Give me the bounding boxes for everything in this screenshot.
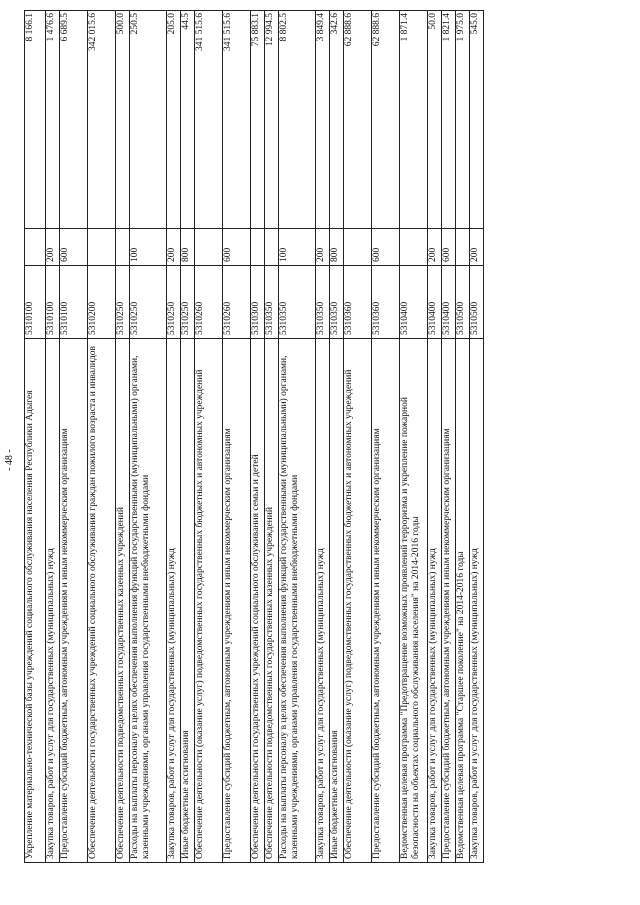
table-row — [181, 11, 195, 863]
row-expense-type: 200 — [316, 229, 330, 266]
table-row — [195, 11, 223, 863]
table-row — [25, 11, 46, 863]
table-row — [223, 11, 251, 863]
row-description: Закупка товаров, работ и услуг для государственных (муниципальных) нужд — [46, 339, 60, 863]
table-row — [116, 11, 130, 863]
table-row — [442, 11, 456, 863]
row-description: Обеспечение деятельности (оказание услуг) подведомственных государственных бюджетных и автономных учреждений — [344, 339, 372, 863]
row-target-code: 5310350 — [330, 266, 344, 339]
table-row — [372, 11, 400, 863]
row-description: Закупка товаров, работ и услуг для государственных (муниципальных) нужд — [167, 339, 181, 863]
row-description: Предоставление субсидий бюджетным, автономным учреждениям и иным некоммерческим организациям — [223, 339, 251, 863]
row-description: Обеспечение деятельности подведомственных государственных казенных учреждений — [116, 339, 130, 863]
row-amount: 8 166.1 — [25, 11, 46, 229]
row-amount: 1 821.4 — [442, 11, 456, 229]
row-target-code: 5310360 — [344, 266, 372, 339]
row-description: Укрепление материально-технической базы учреждений социального обслуживания населения Республики Адыгея — [25, 339, 46, 863]
row-amount: 342.6 — [330, 11, 344, 229]
row-expense-type — [116, 229, 130, 266]
table-row — [279, 11, 316, 863]
row-amount: 62 888.6 — [344, 11, 372, 229]
row-amount: 342 015.6 — [88, 11, 116, 229]
row-description: Иные бюджетные ассигнования — [330, 339, 344, 863]
row-description: Предоставление субсидий бюджетным, автономным учреждениям и иным некоммерческим организациям — [442, 339, 456, 863]
table-row — [167, 11, 181, 863]
row-expense-type — [400, 229, 428, 266]
row-description: Обеспечение деятельности государственных учреждений социального обслуживания семьи и детей — [251, 339, 265, 863]
row-expense-type — [195, 229, 223, 266]
row-expense-type — [456, 229, 470, 266]
row-description: Закупка товаров, работ и услуг для государственных (муниципальных) нужд — [316, 339, 330, 863]
row-description: Обеспечение деятельности государственных учреждений социального обслуживания граждан пожилого возраста и инвалидов — [88, 339, 116, 863]
row-description: Предоставление субсидий бюджетным, автономным учреждениям и иным некоммерческим организациям — [372, 339, 400, 863]
table-row — [265, 11, 279, 863]
row-target-code: 5310300 — [251, 266, 265, 339]
row-amount: 6 689.5 — [60, 11, 88, 229]
row-target-code: 5310100 — [46, 266, 60, 339]
row-target-code: 5310100 — [25, 266, 46, 339]
row-expense-type: 600 — [372, 229, 400, 266]
row-target-code: 5310350 — [279, 266, 316, 339]
row-target-code: 5310100 — [60, 266, 88, 339]
table-row — [428, 11, 442, 863]
row-target-code: 5310400 — [428, 266, 442, 339]
row-description: Иные бюджетные ассигнования — [181, 339, 195, 863]
row-target-code: 5310400 — [442, 266, 456, 339]
table-row — [60, 11, 88, 863]
row-description: Предоставление субсидий бюджетным, автономным учреждениям и иным некоммерческим организациям — [60, 339, 88, 863]
table-row — [130, 11, 167, 863]
row-amount: 44.5 — [181, 11, 195, 229]
table-row — [344, 11, 372, 863]
table-row — [316, 11, 330, 863]
row-amount: 1 975.0 — [456, 11, 470, 229]
row-amount: 8 802.5 — [279, 11, 316, 229]
row-expense-type: 600 — [223, 229, 251, 266]
row-expense-type: 800 — [181, 229, 195, 266]
table-row — [456, 11, 470, 863]
table-row — [88, 11, 116, 863]
row-amount: 545.0 — [470, 11, 484, 229]
row-expense-type: 600 — [60, 229, 88, 266]
row-expense-type: 200 — [428, 229, 442, 266]
table-row — [470, 11, 484, 863]
table-row — [251, 11, 265, 863]
row-target-code: 5310200 — [88, 266, 116, 339]
row-amount: 12 994.5 — [265, 11, 279, 229]
row-target-code: 5310500 — [456, 266, 470, 339]
page-number: - 48 - — [4, 449, 15, 471]
row-target-code: 5310250 — [116, 266, 130, 339]
row-description: Обеспечение деятельности подведомственных государственных казенных учреждений — [265, 339, 279, 863]
row-expense-type: 600 — [442, 229, 456, 266]
row-target-code: 5310260 — [223, 266, 251, 339]
row-amount: 1 476.6 — [46, 11, 60, 229]
row-description: Расходы на выплаты персоналу в целях обеспечения выполнения функций государственными (муниципальными) органами, казенными учреждениями, органами управления государственными внебюджетными фондами — [130, 339, 167, 863]
budget-table — [24, 10, 484, 863]
row-expense-type: 100 — [279, 229, 316, 266]
row-amount: 341 515.6 — [223, 11, 251, 229]
row-amount: 250.5 — [130, 11, 167, 229]
row-target-code: 5310400 — [400, 266, 428, 339]
table-row — [330, 11, 344, 863]
table-row — [46, 11, 60, 863]
row-expense-type — [344, 229, 372, 266]
row-amount: 1 871.4 — [400, 11, 428, 229]
row-amount: 205.0 — [167, 11, 181, 229]
row-target-code: 5310360 — [372, 266, 400, 339]
row-amount: 50.0 — [428, 11, 442, 229]
row-description: Закупка товаров, работ и услуг для государственных (муниципальных) нужд — [428, 339, 442, 863]
row-expense-type: 800 — [330, 229, 344, 266]
row-description: Ведомственная целевая программа "Старшее поколение" на 2014-2016 годы — [456, 339, 470, 863]
row-description: Расходы на выплаты персоналу в целях обеспечения выполнения функций государственными (муниципальными) органами, казенными учреждениями, органами управления государственными внебюджетными фондами — [279, 339, 316, 863]
row-target-code: 5310250 — [167, 266, 181, 339]
row-amount: 341 515.6 — [195, 11, 223, 229]
row-expense-type — [88, 229, 116, 266]
row-target-code: 5310260 — [195, 266, 223, 339]
row-target-code: 5310250 — [130, 266, 167, 339]
row-expense-type — [265, 229, 279, 266]
row-expense-type: 200 — [46, 229, 60, 266]
table-row — [400, 11, 428, 863]
row-expense-type — [25, 229, 46, 266]
row-target-code: 5310500 — [470, 266, 484, 339]
row-expense-type: 200 — [167, 229, 181, 266]
row-target-code: 5310350 — [265, 266, 279, 339]
row-amount: 62 888.6 — [372, 11, 400, 229]
row-target-code: 5310250 — [181, 266, 195, 339]
row-amount: 3 849.4 — [316, 11, 330, 229]
row-description: Ведомственная целевая программа "Предотвращение возможных проявлений терроризма и укрепление пожарной безопасности на объектах социального обслуживания населения" на 2014-2016 годы — [400, 339, 428, 863]
row-target-code: 5310350 — [316, 266, 330, 339]
row-description: Обеспечение деятельности (оказание услуг) подведомственных государственных бюджетных и автономных учреждений — [195, 339, 223, 863]
row-expense-type: 100 — [130, 229, 167, 266]
row-expense-type — [251, 229, 265, 266]
row-amount: 500.0 — [116, 11, 130, 229]
row-amount: 75 883.1 — [251, 11, 265, 229]
row-expense-type: 200 — [470, 229, 484, 266]
row-description: Закупка товаров, работ и услуг для государственных (муниципальных) нужд — [470, 339, 484, 863]
